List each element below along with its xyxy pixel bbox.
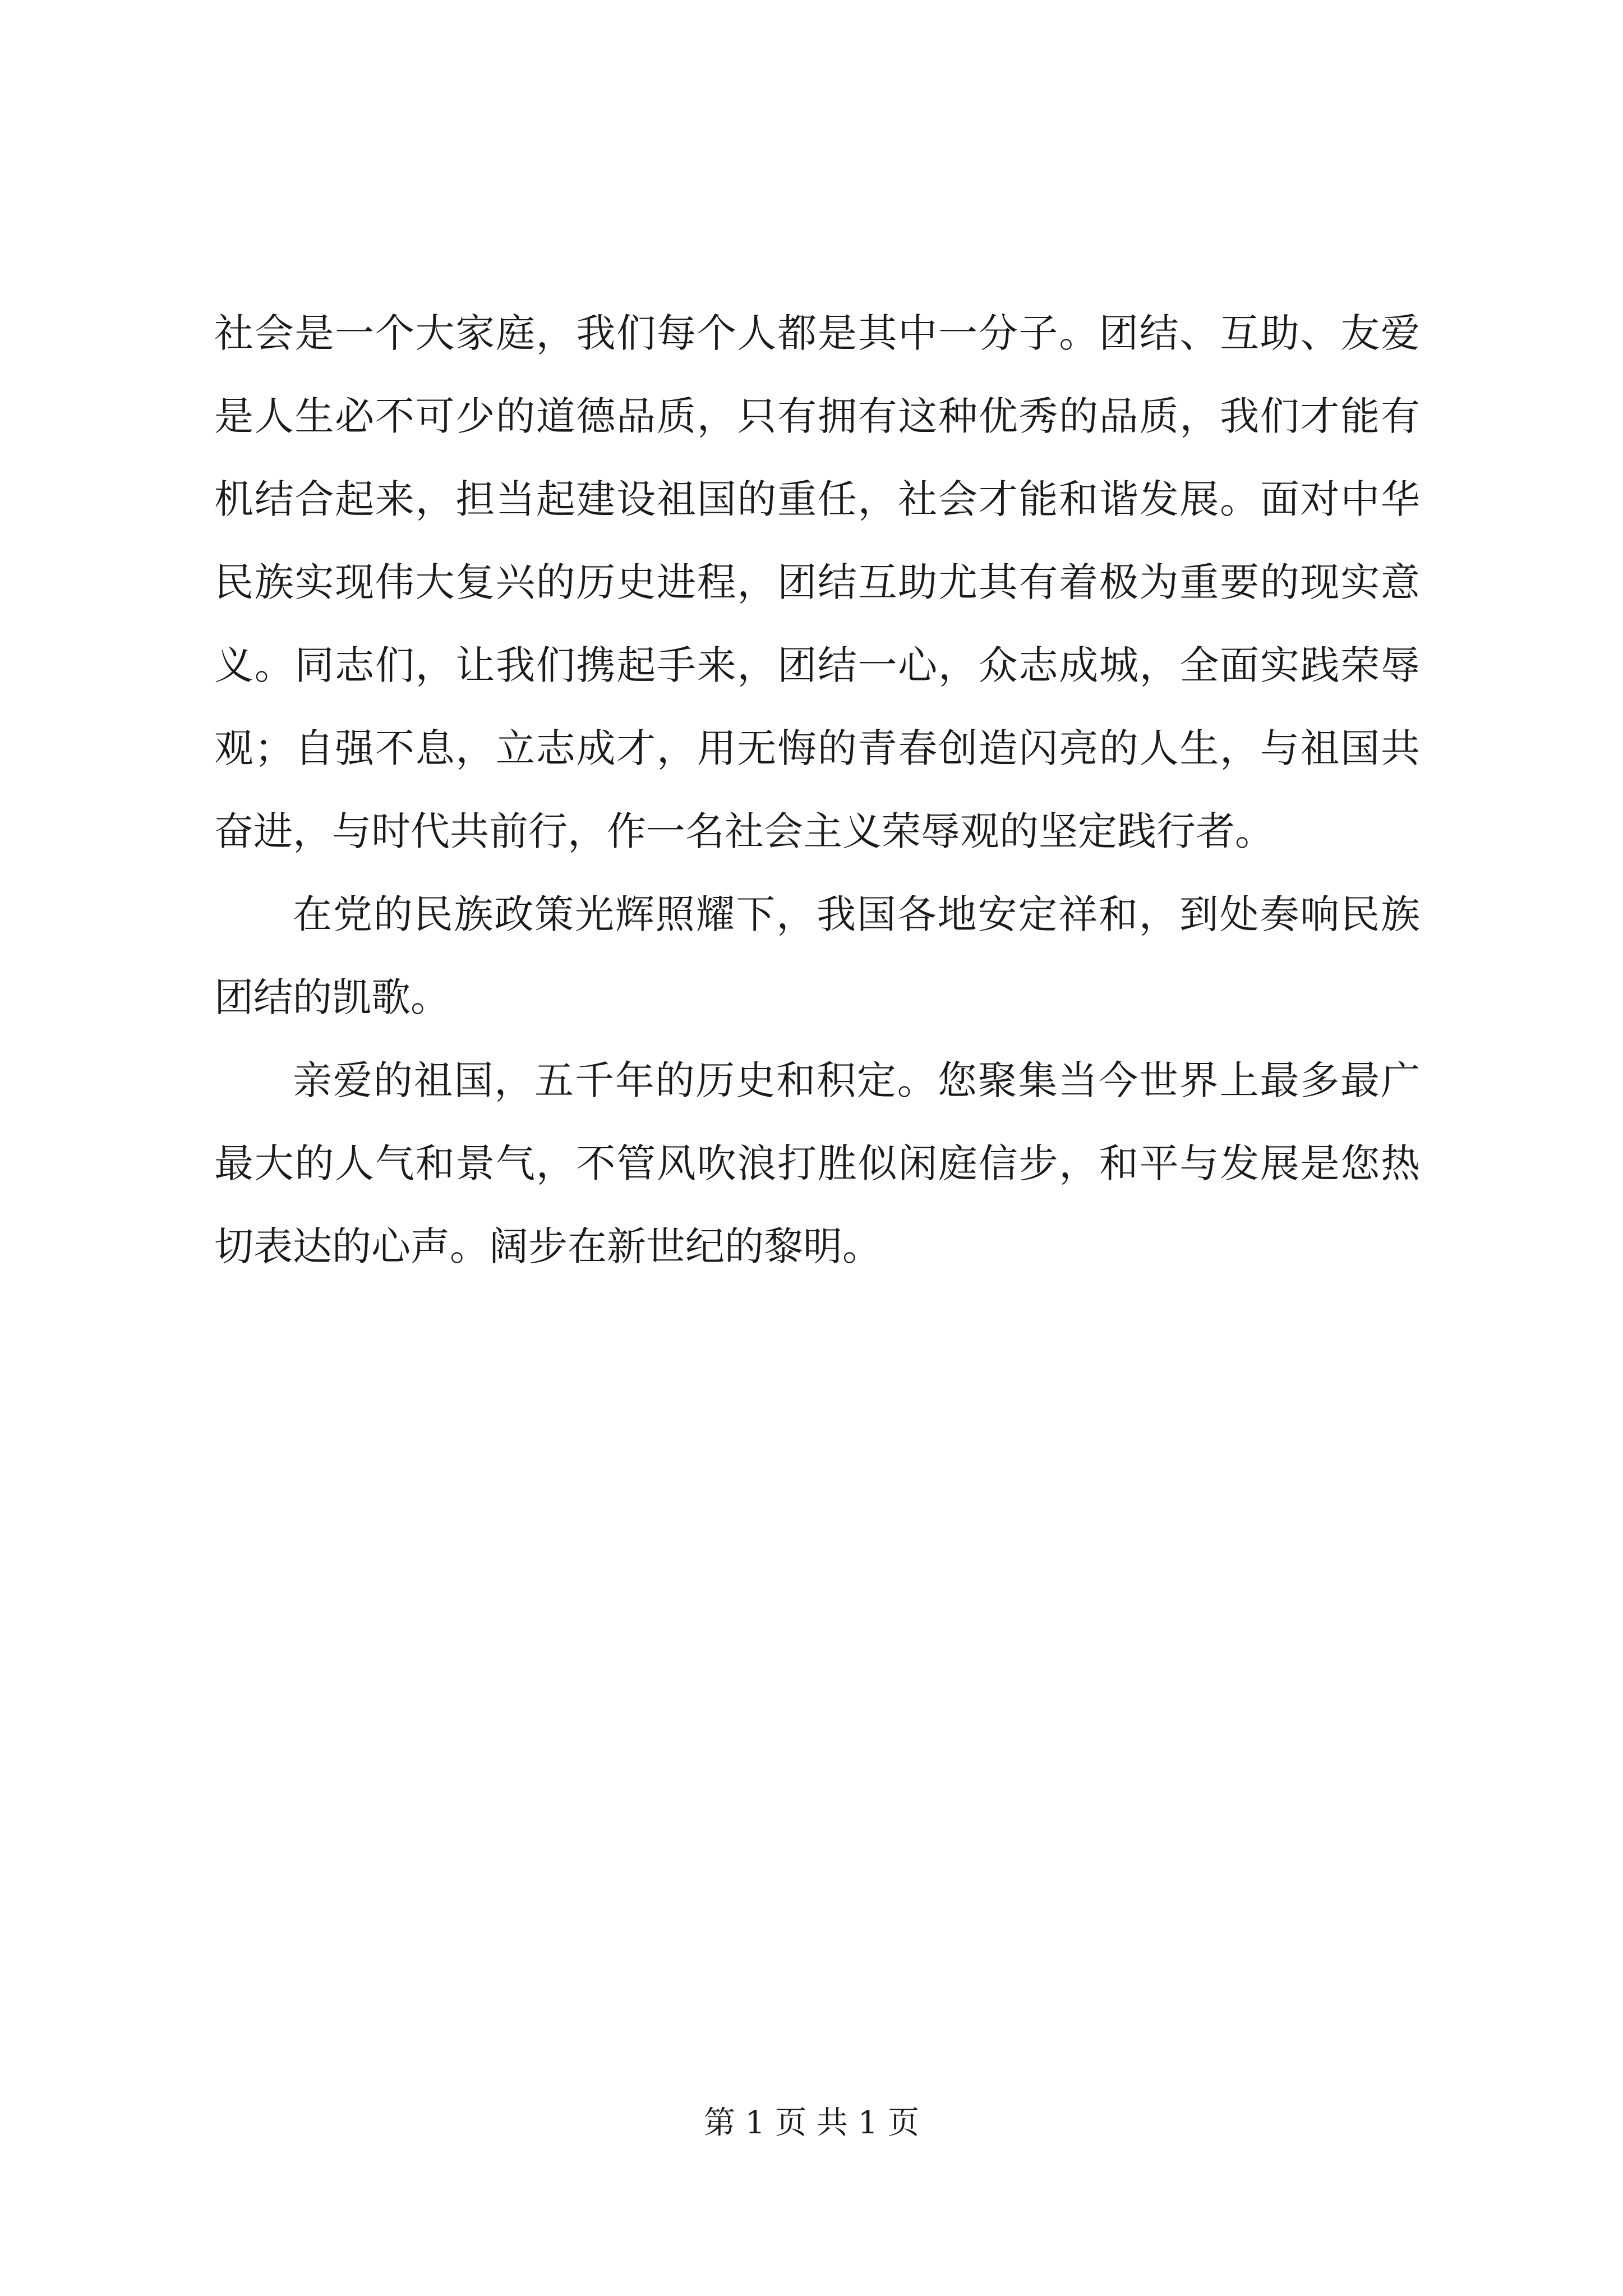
- document-body: [214, 292, 1420, 1288]
- paragraph-2: 在党的民族政策光辉照耀下，我国各地安定祥和，到处奏响民族团结的凯歌。: [214, 891, 1420, 1020]
- paragraph-3: 亲爱的祖国，五千年的历史和积定。您聚集当今世界上最多最广最大的人气和景气，不管风吹浪打胜似闲庭信步，和平与发展是您热切表达的心声。阔步在新世纪的黎明。: [214, 1057, 1420, 1269]
- page-footer: 第 1 页 共 1 页: [703, 2105, 920, 2141]
- paragraph-1: 社会是一个大家庭，我们每个人都是其中一分子。团结、互助、友爱是人生必不可少的道德品质，只有拥有这种优秀的品质，我们才能有机结合起来，担当起建设祖国的重任，社会才能和谐发展。面对中华民族实现伟大复兴的历史进程，团结互助尤其有着极为重要的现实意义。同志们，让我们携起手来，团结一心，众志成城，全面实践荣辱观；自强不息，立志成才，用无悔的青春创造闪亮的人生，与祖国共奋进，与时代共前行，作一名社会主义荣辱观的坚定践行者。: [214, 310, 1420, 854]
